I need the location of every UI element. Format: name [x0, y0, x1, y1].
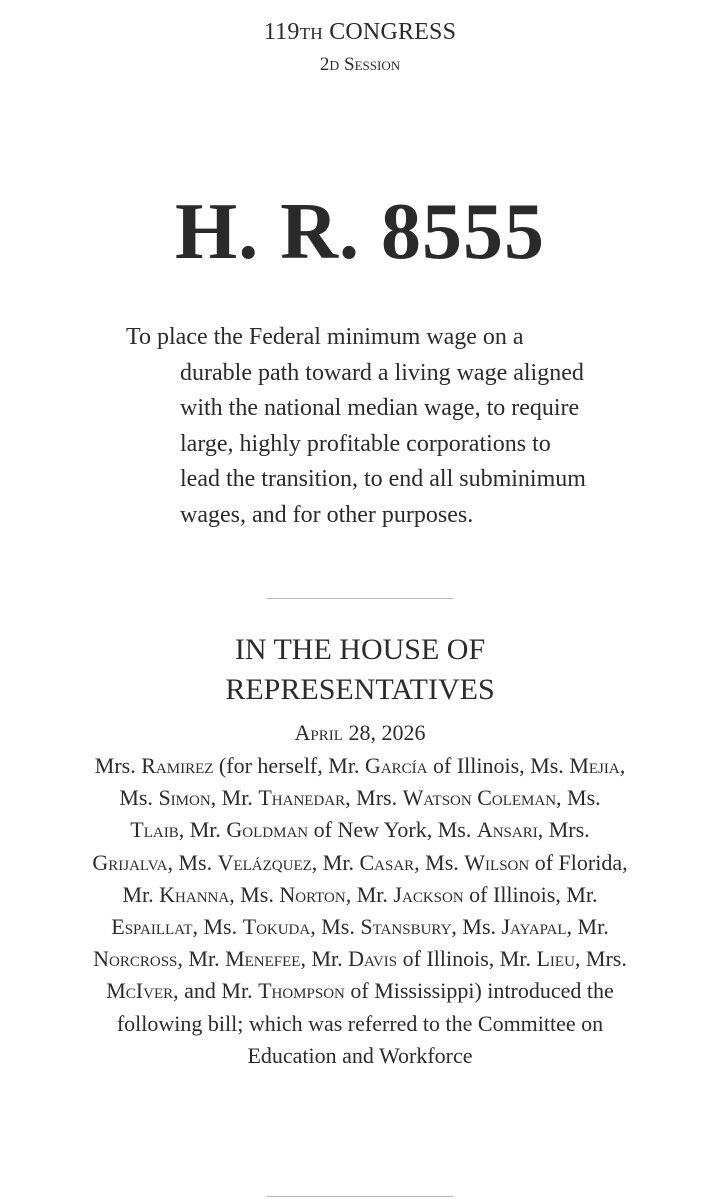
- referral-text: introduced the following bill; which was referred to the Committee on Education and Workforce: [116, 978, 614, 1068]
- cosponsor-title: Mr.: [356, 881, 394, 907]
- cosponsor-title: Ms.: [462, 914, 502, 940]
- cosponsor-title: Ms.: [203, 914, 243, 940]
- cosponsor-title: Ms.: [425, 849, 465, 875]
- cosponsor-name: Thanedar: [258, 785, 346, 811]
- cosponsor: [204, 914, 316, 939]
- cosponsor-name: Goldman: [226, 817, 309, 843]
- cosponsor-name: Lieu: [536, 946, 575, 972]
- cosponsor-suffix: ,: [414, 849, 420, 875]
- cosponsor-suffix: of New York,: [308, 817, 433, 843]
- cosponsor-suffix: ,: [345, 785, 351, 811]
- cosponsor-suffix: ,: [451, 914, 457, 940]
- cosponsor-suffix: ,: [556, 785, 562, 811]
- cosponsor-suffix: ,: [192, 914, 198, 940]
- cosponsor-name: Simon: [158, 785, 211, 811]
- cosponsor-suffix: of Illinois,: [397, 946, 495, 972]
- cosponsor-suffix: of Illinois,: [463, 881, 561, 907]
- cosponsor: [357, 882, 561, 907]
- cosponsor-title: Mrs.: [585, 946, 627, 972]
- cosponsor-suffix: of Mississippi): [344, 978, 482, 1004]
- cosponsor-name: Thompson: [258, 978, 345, 1004]
- congress-suffix: TH: [299, 24, 323, 43]
- cosponsor-title: Mr.: [221, 978, 259, 1004]
- chamber-title-line1: IN THE HOUSE OF: [234, 633, 486, 666]
- cosponsor-suffix: ,: [229, 881, 235, 907]
- cosponsor-suffix: ,: [310, 914, 316, 940]
- cosponsor: [462, 914, 572, 939]
- cosponsor: [119, 785, 216, 810]
- cosponsor-name: Ansari: [476, 817, 538, 843]
- cosponsor-title: Ms.: [437, 817, 477, 843]
- session-label: [0, 52, 720, 79]
- cosponsor-title: Mrs.: [356, 785, 403, 811]
- section-divider: [267, 598, 453, 599]
- cosponsor-suffix: ,: [311, 849, 318, 875]
- bill-number: H. R. 8555: [175, 188, 545, 276]
- cosponsor: [323, 850, 420, 875]
- cosponsor-title: Mr.: [322, 849, 360, 875]
- cosponsor: [425, 850, 627, 875]
- cosponsor: [122, 882, 234, 907]
- for-herself-text: (for herself,: [218, 753, 323, 778]
- cosponsor-name: Khanna: [159, 881, 230, 907]
- session-word: Session: [344, 54, 401, 75]
- cosponsor-suffix: ,: [537, 817, 544, 843]
- cosponsor-title: Ms.: [178, 849, 218, 875]
- cosponsor-name: Tlaib: [130, 817, 179, 843]
- cosponsor: [178, 850, 317, 875]
- cosponsor-title: Mr.: [499, 946, 537, 972]
- cosponsor-title: Mr.: [577, 914, 609, 940]
- cosponsor-suffix: ,: [619, 753, 626, 778]
- cosponsor-title: Mr.: [221, 785, 259, 811]
- sponsors-paragraph: [90, 750, 630, 1072]
- congress-word: CONGRESS: [329, 19, 457, 45]
- chamber-title: [0, 630, 720, 710]
- cosponsor: [356, 785, 561, 810]
- cosponsor: [328, 753, 524, 778]
- cosponsor-suffix: ,: [574, 946, 581, 972]
- cosponsor-title: Mrs.: [548, 817, 590, 843]
- cosponsor-name: Norcross: [93, 946, 178, 972]
- cosponsor-name: Casar: [359, 849, 415, 875]
- cosponsor-name: Tokuda: [242, 914, 311, 940]
- lead-sponsor-name: Ramirez: [141, 753, 214, 778]
- session-number: 2: [319, 54, 330, 75]
- cosponsor-name: Stansbury: [360, 914, 452, 940]
- congress-label: [0, 16, 720, 50]
- cosponsor-title: Mr.: [328, 753, 365, 778]
- cosponsor-title: Mr.: [122, 881, 160, 907]
- cosponsor-name: Menefee: [225, 946, 301, 972]
- bill-purpose: To place the Federal minimum wage on a durable path toward a living wage aligned with the national median wage, to require large, highly profitable corporations to lead the transition, to end all subminimum wages, and for other purposes.: [126, 324, 586, 528]
- cosponsor-name: Velázquez: [217, 849, 312, 875]
- cosponsor-name: Watson Coleman: [402, 785, 557, 811]
- congress-number: 119: [263, 19, 300, 45]
- cosponsor-name: García: [364, 753, 428, 778]
- cosponsor-suffix: ,: [177, 946, 183, 972]
- cosponsor-name: McIver: [106, 978, 174, 1004]
- cosponsor: [500, 946, 581, 971]
- cosponsor-title: Ms.: [321, 914, 361, 940]
- cosponsor-name: Davis: [348, 946, 398, 972]
- cosponsor: [530, 753, 625, 778]
- cosponsor-suffix: of Florida,: [529, 849, 628, 875]
- cosponsor-suffix: ,: [167, 849, 173, 875]
- cosponsor: [321, 914, 457, 939]
- cosponsor-name: Norton: [279, 881, 346, 907]
- cosponsor-suffix: ,: [300, 946, 306, 972]
- cosponsor-title: Mr.: [188, 946, 226, 972]
- cosponsor: [438, 817, 544, 842]
- cosponsor-title: Ms.: [119, 785, 159, 811]
- cosponsor-name: Jayapal: [501, 914, 567, 940]
- cosponsor: [188, 946, 306, 971]
- cosponsor: [222, 785, 351, 810]
- section-divider-bottom: [267, 1196, 453, 1197]
- cosponsor-title: Ms.: [567, 785, 601, 811]
- cosponsor-title: Mr.: [566, 881, 598, 907]
- cosponsor-title: Ms.: [240, 881, 280, 907]
- cosponsor-name: Grijalva: [92, 849, 168, 875]
- cosponsor-name: Espaillat: [111, 914, 193, 940]
- cosponsor: [240, 882, 351, 907]
- cosponsor-title: Mr.: [189, 817, 227, 843]
- cosponsor-suffix: ,: [210, 785, 217, 811]
- chamber-title-line2: REPRESENTATIVES: [225, 673, 495, 706]
- cosponsor: [221, 978, 481, 1003]
- cosponsor-suffix: , and: [173, 978, 216, 1004]
- cosponsor-title: Ms.: [530, 753, 570, 778]
- cosponsor-suffix: ,: [566, 914, 573, 940]
- session-suffix: D: [329, 58, 340, 73]
- cosponsor: [311, 946, 494, 971]
- cosponsor-suffix: of Illinois,: [427, 753, 525, 778]
- sponsor-title: Mrs.: [94, 753, 142, 778]
- bill-header: [0, 16, 720, 79]
- cosponsor-name: Jackson: [393, 881, 464, 907]
- cosponsor-name: Wilson: [464, 849, 530, 875]
- cosponsor-name: Mejia: [569, 753, 620, 778]
- cosponsor-suffix: ,: [178, 817, 185, 843]
- cosponsor: [190, 817, 432, 842]
- cosponsor-suffix: ,: [345, 881, 352, 907]
- cosponsor-title: Mr.: [311, 946, 349, 972]
- introduction-date: April 28, 2026: [294, 720, 426, 745]
